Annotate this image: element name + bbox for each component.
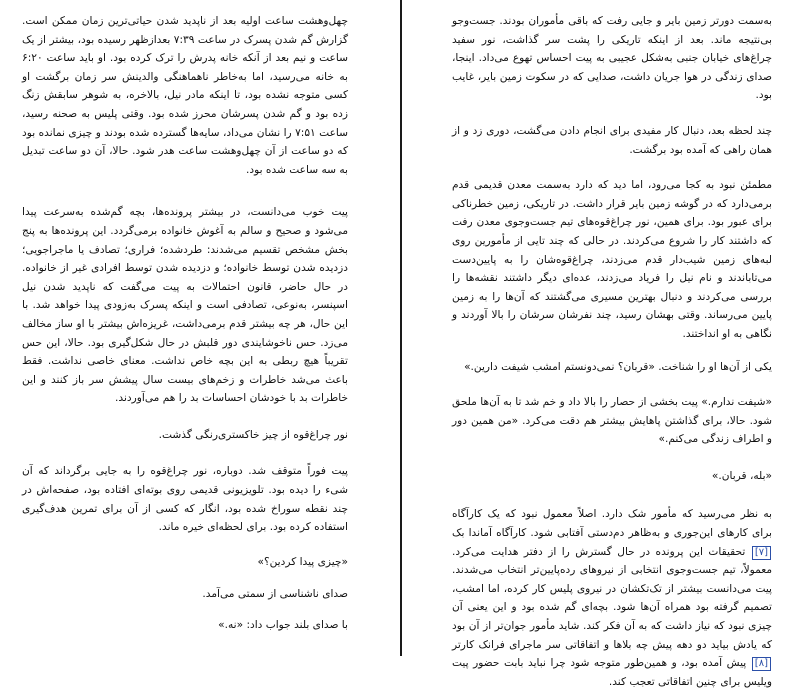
gutter-divider — [400, 0, 402, 656]
paragraph: پیت فوراً متوقف شد. دوباره، نور چراغ‌قوه را به جایی برگرداند که آن شیء را دیده بود. تلویزیونی قدیمی روی بوته‌ای افتاده بود، صفحه‌اش در چند نقطه سوراخ شده بود، انگار که کسی از آن برای تمرین هدف‌گیری استفاده کرده بود. برای لحظه‌ای خیره ماند. — [22, 465, 348, 534]
paragraph: صدای ناشناسی از سمتی می‌آمد. — [202, 588, 348, 601]
paragraph: با صدای بلند جواب داد: «نه.» — [218, 619, 348, 632]
paragraph: چهل‌وهشت ساعت اولیه بعد از ناپدید شدن حیاتی‌ترین زمان ممکن است. گزارش گم شدن پسرک در ساعت ۷:۳۹ بعدازظهر رسیده بود، بیشتر از یک ساعت و نیم بعد از آنکه خانه پدرش را ترک کرده بود. او باید ساعت ۶:۲۰ به خانه می‌رسید، اما به‌خاطر ناهماهنگی والدینش سر زمان برگشت او کسی متوجه نشده بود، تا اینکه مادر نیل، بالاخره، به شوهر سابقش زنگ زده بود و گم شدن پسرشان محرز شده بود. وقتی پلیس به صحنه رسید، ساعت ۷:۵۱ را نشان می‌داد، سایه‌ها گسترده شده بودند و چیزی نمانده بود که دو ساعت از آن چهل‌وهشت ساعت هدر شود. حالا، آن دو ساعت تبدیل به سه ساعت شده بود. — [22, 15, 349, 176]
paragraph: پیت خوب می‌دانست، در بیشتر پرونده‌ها، بچه گم‌شده به‌سرعت پیدا می‌شود و صحیح و سالم به آغوش خانواده برمی‌گردد. این پرونده‌ها به پنج بخش مشخص تقسیم می‌شدند: طردشده؛ فراری؛ تصادف یا ماجراجویی؛ دزدیده شدن توسط خانواده؛ و دزدیده شدن توسط افرادی غیر از خانواده. در حال حاضر، قانون احتمالات به پیت می‌گفت که ناپدید شدن نیل اسپنسر، به‌نوعی، تصادفی است و اینکه پسرک به‌زودی پیدا خواهد شد. با این حال، هر چه بیشتر قدم برمی‌داشت، غریزه‌اش بیشتر با او ساز مخالف می‌زد. حس ناخوشایندی دور قلبش در حال شکل‌گیری بود. حالا، این حس تقریباً هیچ ربطی به این بچه خاص نداشت. معنای خاصی نداشت. فقط باعث می‌شد خاطرات و زخم‌های بیست سال پیشش سر باز کنند و این خاطرات بد با خودشان احساسات بد را هم می‌آوردند. — [22, 206, 348, 405]
paragraph: «شیفت ندارم.» پیت بخشی از حصار را بالا داد و خم شد تا به آن‌ها ملحق شود. حالا، برای گذاشتن پاهایش بیشتر هم دقت می‌کرد. «من همین دور و اطراف زندگی می‌کنم.» — [452, 396, 772, 446]
paragraph-text: تحقیقات این پرونده در حال گسترش را از دفتر هدایت می‌کرد. معمولاً، تیم جست‌وجوی انتخابی از نیروهای رده‌پایین‌تر انتخاب می‌شدند. پیت می‌دانست بیشتر از تک‌تکشان در نیروی پلیس کار کرده، اما امشب، تصمیم گرفته بود همراه آن‌ها شود. بچه‌ای گم شده بود و این یعنی آن چیزی نبود که نیاز داشت که به آن فکر کند. شاید مأمور جوان‌تر از آن بود که یادش بیاید دو دهه پیش چه بلاها و اتفاقاتی سر ماجرای فرانک کارتر — [452, 545, 772, 651]
paragraph: یکی از آن‌ها او را شناخت. «قربان؟ نمی‌دونستم امشب شیفت دارین.» — [464, 360, 772, 373]
paragraph — [452, 505, 772, 691]
footnote-link-7[interactable]: [۷] — [752, 546, 771, 560]
paragraph: به‌سمت دورتر زمین بایر و جایی رفت که باقی مأموران بودند. جست‌وجو بی‌نتیجه ماند. بعد از اینکه تاریکی را پشت سر گذاشت، نور سفید چراغ‌های خیابان جنبی به‌شکل عجیبی به پیت احساس تهوع می‌داد. اینجا، صدای زندگی در هوا جریان داشت، صدایی که در سکوت زمین بایر، غایب بود. — [452, 15, 772, 102]
paragraph: نور چراغ‌قوه از چیز خاکستری‌رنگی گذشت. — [158, 428, 348, 441]
left-page — [0, 0, 384, 656]
paragraph: «چیزی پیدا کردین؟» — [257, 555, 348, 568]
footnote-link-8[interactable]: [۸] — [752, 657, 771, 671]
paragraph: «بله، قربان.» — [711, 469, 772, 482]
paragraph-text: به نظر می‌رسید که مأمور شک دارد. اصلاً معمول نبود که یک کارآگاه برای کارهای این‌جوری و به‌ظاهر دم‌دستی آفتابی شود. کارآگاه آماندا بک — [452, 508, 772, 540]
paragraph-text: پیش آمده بود، و همین‌طور متوجه شود چرا نباید بابت حضور پیت ویلیس برای چنین اتفاقاتی تعجب کند. — [452, 657, 772, 688]
page-gutter — [384, 0, 416, 656]
paragraph: چند لحظه بعد، دنبال کار مفیدی برای انجام دادن می‌گشت، دوری زد و از همان راهی که آمده بود برگشت. — [452, 124, 772, 156]
right-page — [416, 0, 800, 688]
paragraph: مطمئن نبود به کجا می‌رود، اما دید که دارد به‌سمت معدن قدیمی قدم برمی‌دارد که در گوشه زمین بایر قرار داشت. در تاریکی، زمین خطرناکی برای عبور بود. برای همین، نور چراغ‌قوه‌های تیم جست‌وجوی معدن رفت که داشتند کار را شروع می‌کردند. در حالی که چند تایی از مأمورین روی لبه‌های زمین شیب‌دار قدم می‌زدند، چراغ‌قوه‌شان را به پایین‌دست می‌تاباندند و نام نیل را فریاد می‌زدند، عده‌ای دیگر داشتند نقشه‌ها را بررسی می‌کردند و دنبال بهترین مسیری می‌گشتند که آن‌ها را به زمین پایین می‌رساند. وقتی بهشان رسید، چند نفرشان سرشان را بالا آوردند و نگاهی به او انداختند. — [452, 179, 772, 340]
